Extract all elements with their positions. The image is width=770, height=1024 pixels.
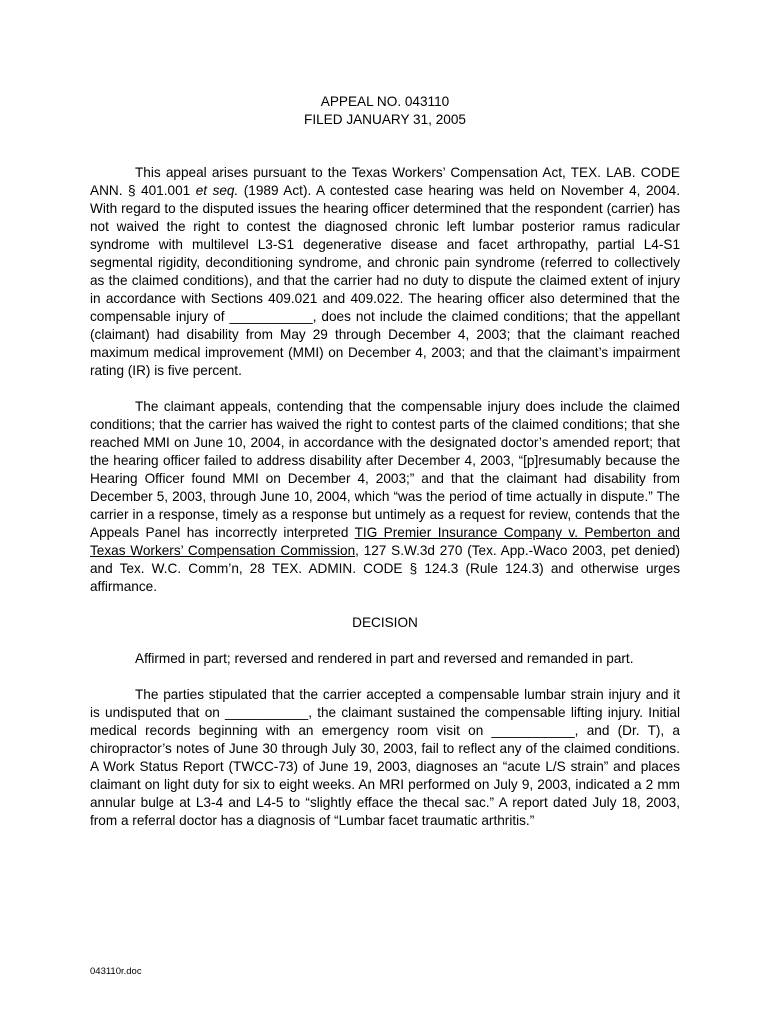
filed-date: FILED JANUARY 31, 2005: [304, 112, 466, 127]
document-header: [0, 93, 770, 129]
decision-heading: DECISION: [352, 615, 418, 630]
footer-filename: 043110r.doc: [90, 966, 142, 977]
paragraph-intro-italic: et seq.: [195, 183, 239, 198]
paragraph-intro-text-b: (1989 Act). A contested case hearing was held on November 4, 2004. With regard to the disputed issues the hearing officer determined that the respondent (carrier) has not waived the right to contest the diagnosed chronic left lumbar posterior ramus radicular syndrome with multilevel L3-S1 degenerative disease and facet arthropathy, partial L4-S1 segmental rigidity, deconditioning syndrome, and chronic pain syndrome (referred to collectively as the claimed conditions), and that the carrier had no duty to dispute the claimed extent of injury in accordance with Sections 409.021 and 409.022. The hearing officer also determined that the compensable injury of ___________, does not include the claimed conditions; that the appellant (claimant) had disability from May 29 through December 4, 2003; that the claimant reached maximum medical improvement (MMI) on December 4, 2003; and that the claimant’s impairment rating (IR) is five percent.: [90, 183, 680, 378]
document-body: [90, 164, 680, 848]
paragraph-intro: [90, 164, 680, 380]
paragraph-intro-text-a: This appeal arises pursuant to the Texas Workers’ Compensation Act, TEX. LAB. CODE ANN. § 401.001: [90, 165, 680, 198]
paragraph-facts: The parties stipulated that the carrier accepted a compensable lumbar strain injury and it is undisputed that on ___________, the claimant sustained the compensable lifting injury. Initial medical records beginning with an emergency room visit on ___________, and (Dr. T), a chiropractor’s notes of June 30 through July 30, 2003, fail to reflect any of the claimed conditions. A Work Status Report (TWCC-73) of June 19, 2003, diagnoses an “acute L/S strain” and places claimant on light duty for six to eight weeks. An MRI performed on July 9, 2003, indicated a 2 mm annular bulge at L3-4 and L4-5 to “slightly efface the thecal sac.” A report dated July 18, 2003, from a referral doctor has a diagnosis of “Lumbar facet traumatic arthritis.”: [90, 687, 680, 828]
paragraph-appeal: [90, 398, 680, 596]
paragraph-appeal-text-b: , 127 S.W.3d 270 (Tex. App.-Waco 2003, pet denied) and Tex. W.C. Comm’n, 28 TEX. ADMIN. CODE § 124.3 (Rule 124.3) and otherwise urges affirmance.: [90, 543, 680, 594]
appeal-number: APPEAL NO. 043110: [320, 94, 450, 109]
case-citation: TIG Premier Insurance Company v. Pemberton and Texas Workers’ Compensation Commission: [90, 525, 680, 558]
paragraph-appeal-text-a: The claimant appeals, contending that the compensable injury does include the claimed conditions; that the carrier has waived the right to contest parts of the claimed conditions; that she reached MMI on June 10, 2004, in accordance with the designated doctor’s amended report; that the hearing officer failed to address disability after December 4, 2003, “[p]resumably because the Hearing Officer found MMI on December 4, 2003;” and that the claimant had disability from December 5, 2003, through June 10, 2004, which “was the period of time actually in dispute.” The carrier in a response, timely as a response but untimely as a request for review, contends that the Appeals Panel has incorrectly interpreted: [90, 399, 680, 540]
paragraph-decision: Affirmed in part; reversed and rendered in part and reversed and remanded in part.: [135, 651, 634, 666]
